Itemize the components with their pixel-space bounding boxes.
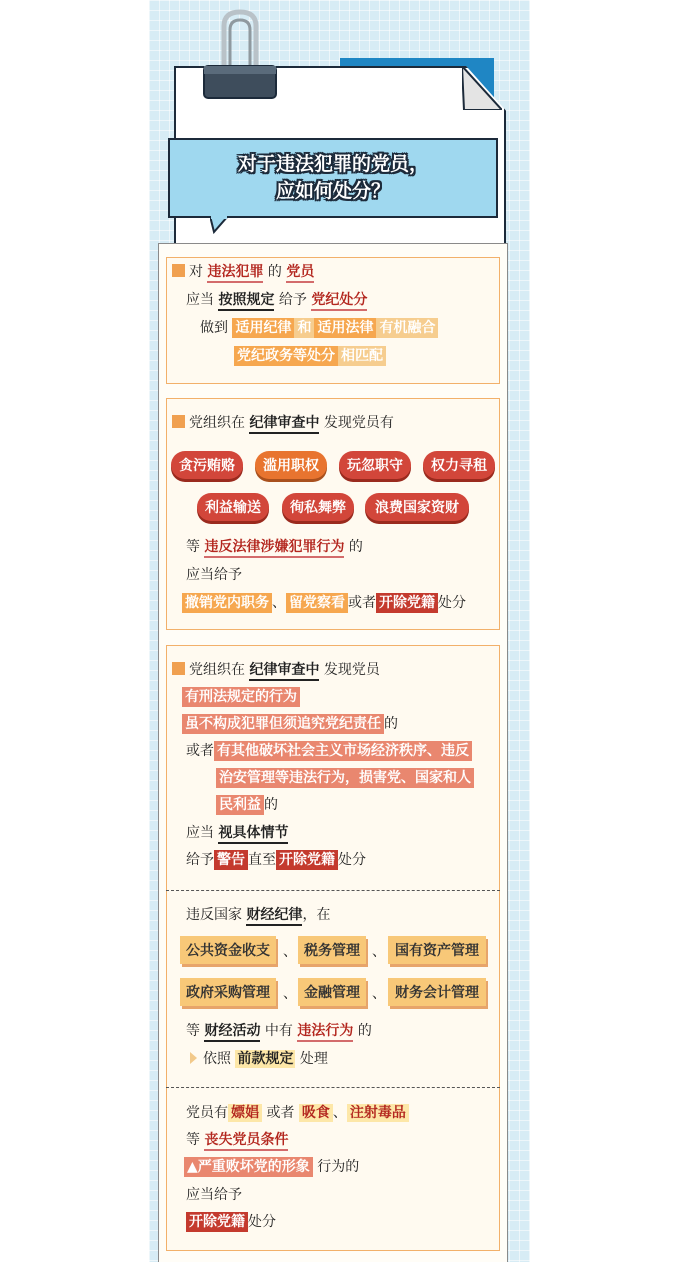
card3-view: 应当 视具体情节	[186, 823, 288, 843]
card2-penalties: 撤销党内职务 、 留党察看 或者 开除党籍 处分	[182, 593, 466, 613]
tag-accounting: 财务会计管理	[388, 978, 486, 1006]
square-bullet-icon	[172, 415, 185, 428]
separator: 、	[372, 986, 386, 1002]
card3-highlight1: 有刑法规定的行为	[182, 687, 300, 707]
card1-line2: 应当 按照规定 给予 党纪处分	[186, 290, 367, 310]
card3-finance-rule: 依照 前款规定 处理	[190, 1049, 328, 1069]
paper-fold-corner	[462, 66, 502, 110]
card3-drugs-line4: 应当给予	[186, 1187, 242, 1203]
card2-intro: 党组织在 纪律审查中 发现党员有	[172, 413, 394, 433]
tag-procurement: 政府采购管理	[180, 978, 276, 1006]
card3-drugs-line3: ▲严重败坏党的形象 行为的	[184, 1157, 359, 1177]
card3-finance-intro: 违反国家 财经纪律，在	[186, 905, 330, 925]
card3-intro: 党组织在 纪律审查中 发现党员	[172, 660, 380, 680]
card3-highlight5: 民利益 的	[216, 795, 278, 815]
pill-rent-seeking: 权力寻租	[423, 451, 495, 479]
pill-abuse-power: 滥用职权	[255, 451, 327, 479]
card3-highlight2: 虽不构成犯罪但须追究党纪责任 的	[182, 714, 398, 734]
card2-etc: 等 违反法律涉嫌犯罪行为 的	[186, 537, 363, 557]
page-title-line1: 对于违法犯罪的党员，	[237, 153, 428, 175]
card3-drugs-line5: 开除党籍 处分	[186, 1212, 276, 1232]
separator: 、	[283, 986, 297, 1002]
triangle-bullet-icon	[190, 1052, 197, 1064]
section-divider	[166, 1087, 500, 1088]
card1-line1: 对 违法犯罪 的 党员	[172, 262, 314, 282]
pill-waste-assets: 浪费国家资财	[365, 493, 469, 521]
separator: 、	[372, 944, 386, 960]
square-bullet-icon	[172, 662, 185, 675]
card3-finance-etc: 等 财经活动 中有 违法行为 的	[186, 1021, 372, 1041]
card1-line3: 做到 适用纪律 和 适用法律 有机融合	[200, 318, 438, 338]
card2-give: 应当给予	[186, 567, 242, 583]
tag-public-funds: 公共资金收支	[180, 936, 276, 964]
pill-favoritism: 徇私舞弊	[282, 493, 354, 521]
section-divider	[166, 890, 500, 891]
binder-clip-icon	[200, 8, 280, 100]
square-bullet-icon	[172, 264, 185, 277]
card3-give: 给予 警告 直至 开除党籍 处分	[186, 852, 366, 868]
card3-drugs-line2: 等 丧失党员条件	[186, 1130, 288, 1150]
tag-financial-mgmt: 金融管理	[298, 978, 366, 1006]
card3-highlight4: 治安管理等违法行为，损害党、国家和人	[216, 768, 474, 788]
tag-tax-mgmt: 税务管理	[298, 936, 366, 964]
page-title-line2: 应如何处分？	[275, 180, 390, 202]
card3-drugs-line1: 党员有 嫖娼 或者 吸食 、 注射毒品	[186, 1103, 409, 1123]
separator: 、	[283, 944, 297, 960]
card3-highlight3: 或者 有其他破坏社会主义市场经济秩序、违反	[186, 741, 472, 761]
title-bubble	[168, 138, 498, 218]
pill-negligence: 玩忽职守	[339, 451, 411, 479]
pill-benefit-transfer: 利益输送	[197, 493, 269, 521]
tag-state-assets: 国有资产管理	[388, 936, 486, 964]
pill-corruption: 贪污贿赂	[171, 451, 243, 479]
card1-line4: 党纪政务等处分 相匹配	[234, 346, 386, 366]
bubble-tail	[210, 216, 230, 234]
